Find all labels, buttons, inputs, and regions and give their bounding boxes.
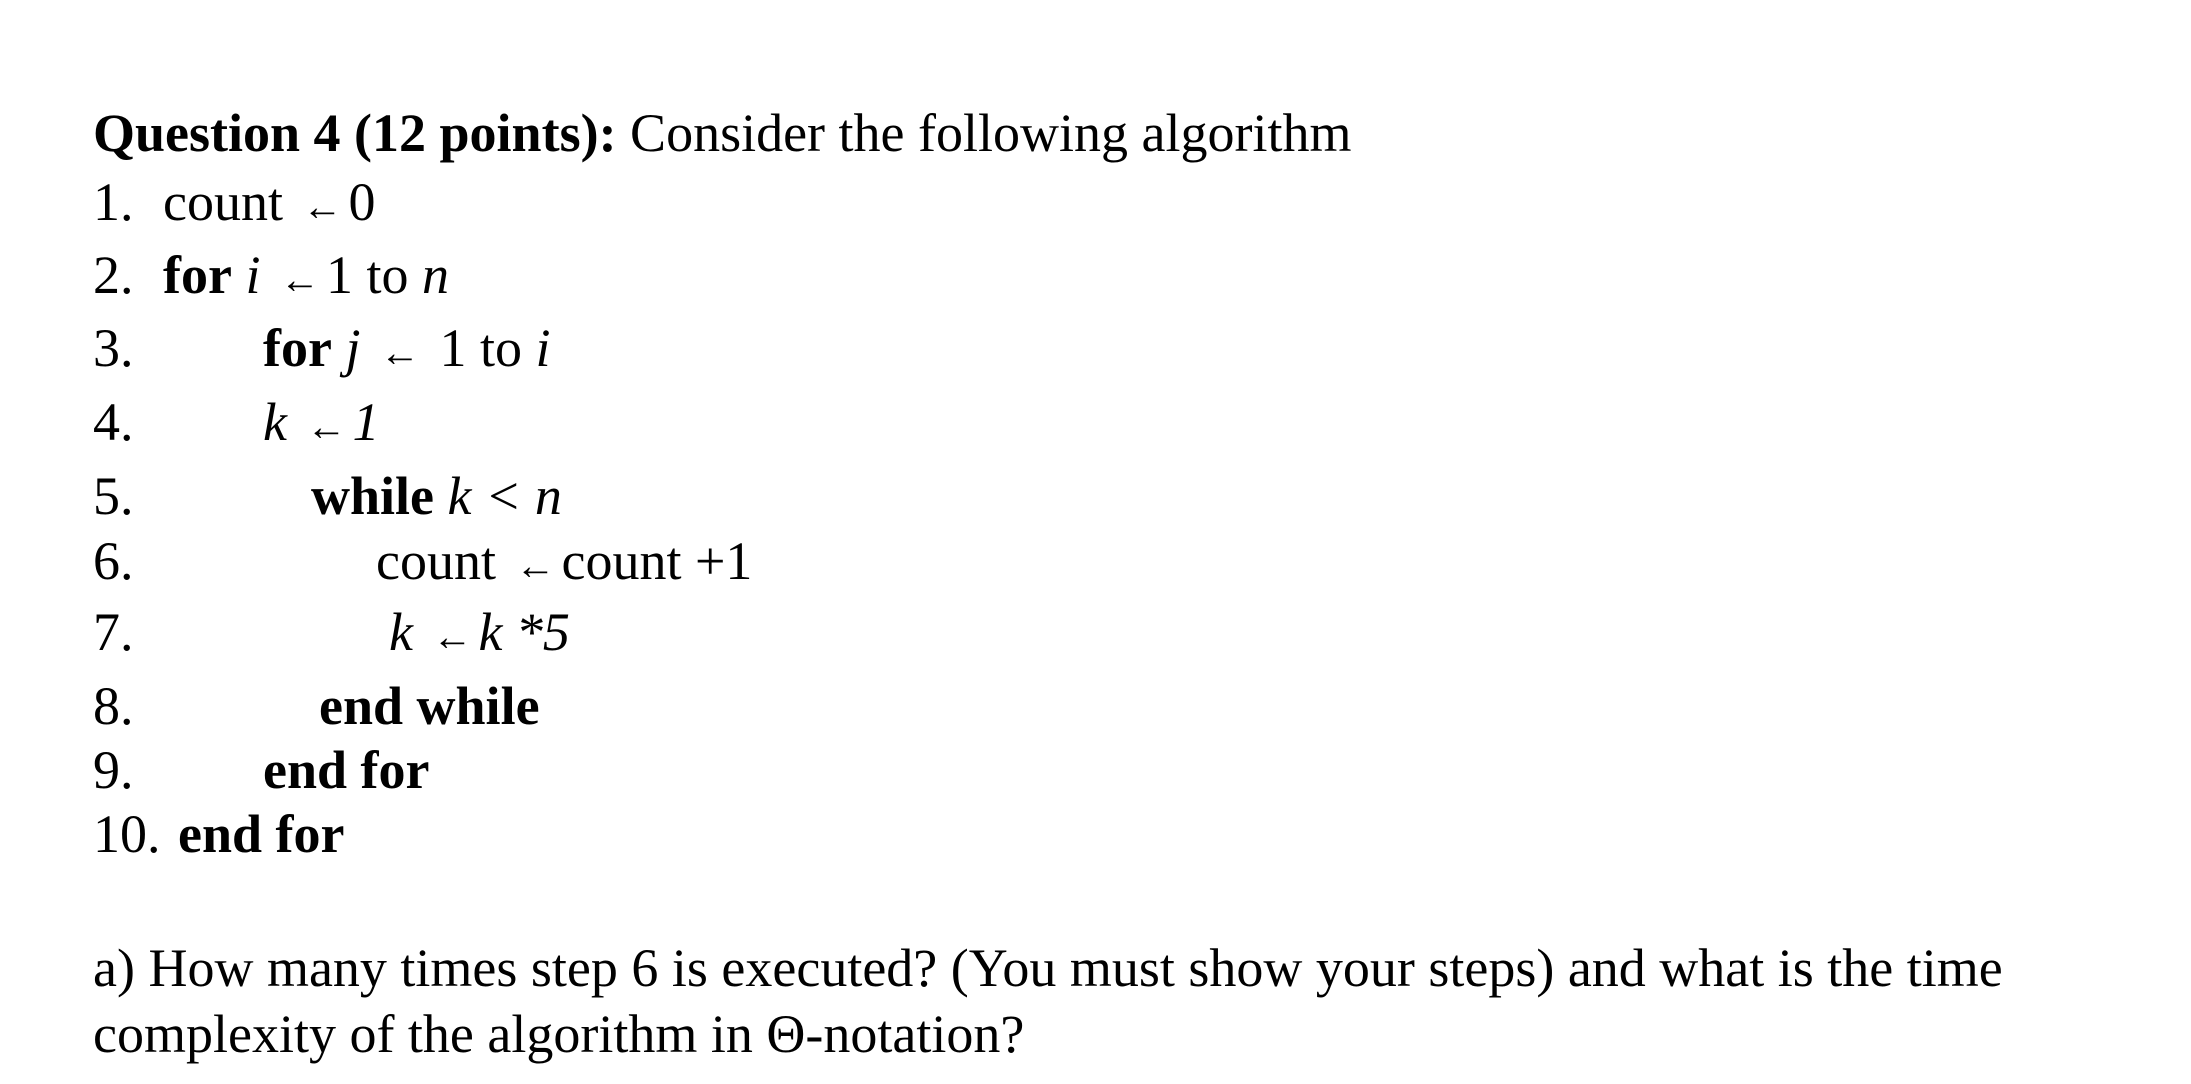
line-number: 3.: [93, 318, 134, 378]
var-k: k: [389, 602, 413, 662]
line-code: [163, 243, 449, 312]
range-text: 1 to: [439, 318, 522, 378]
var-i: i: [535, 318, 551, 378]
var-count: count: [376, 531, 496, 591]
assign-arrow: ←: [306, 404, 347, 449]
question-part-a: a) How many times step 6 is executed? (You must show your steps) and what is the time complexity of the algorithm in Θ-notation?: [93, 938, 2003, 1064]
assign-arrow: ←: [515, 543, 556, 588]
var-k: k: [263, 392, 287, 452]
assign-arrow: ←: [279, 257, 320, 302]
line-number: 10.: [93, 804, 161, 864]
keyword-end-while: end while: [319, 676, 540, 736]
line-code: [263, 390, 379, 459]
var-i: i: [245, 245, 261, 305]
question-label: Question 4 (12 points):: [93, 103, 617, 163]
keyword-while: while: [311, 466, 435, 526]
var-count: count: [163, 172, 283, 232]
var-j: j: [345, 318, 361, 378]
increment-expr: count +1: [561, 531, 753, 591]
multiply-expr: k *5: [478, 602, 570, 662]
line-number: 6.: [93, 531, 134, 591]
line-code: [163, 170, 375, 239]
line-number: 2.: [93, 245, 134, 305]
line-number: 9.: [93, 740, 134, 800]
assign-arrow: ←: [302, 184, 343, 229]
line-code: [263, 316, 551, 385]
line-code: [311, 464, 562, 528]
assign-arrow: ←: [432, 614, 473, 659]
line-number: 5.: [93, 466, 134, 526]
question-intro: Consider the following algorithm: [630, 103, 1352, 163]
line-number: 8.: [93, 676, 134, 736]
question-heading: [93, 101, 1351, 165]
value: 1: [352, 392, 380, 452]
while-condition: k < n: [447, 466, 562, 526]
line-code: [376, 529, 752, 598]
keyword-end-for: end for: [178, 804, 345, 864]
value: 0: [348, 172, 376, 232]
line-number: 4.: [93, 392, 134, 452]
line-code: [389, 600, 570, 669]
line-number: 7.: [93, 602, 134, 662]
var-n: n: [421, 245, 449, 305]
assign-arrow: ←: [379, 330, 420, 375]
line-number: 1.: [93, 172, 134, 232]
range-text: 1 to: [325, 245, 409, 305]
keyword-end-for: end for: [263, 740, 430, 800]
keyword-for: for: [163, 245, 232, 305]
keyword-for: for: [263, 318, 332, 378]
